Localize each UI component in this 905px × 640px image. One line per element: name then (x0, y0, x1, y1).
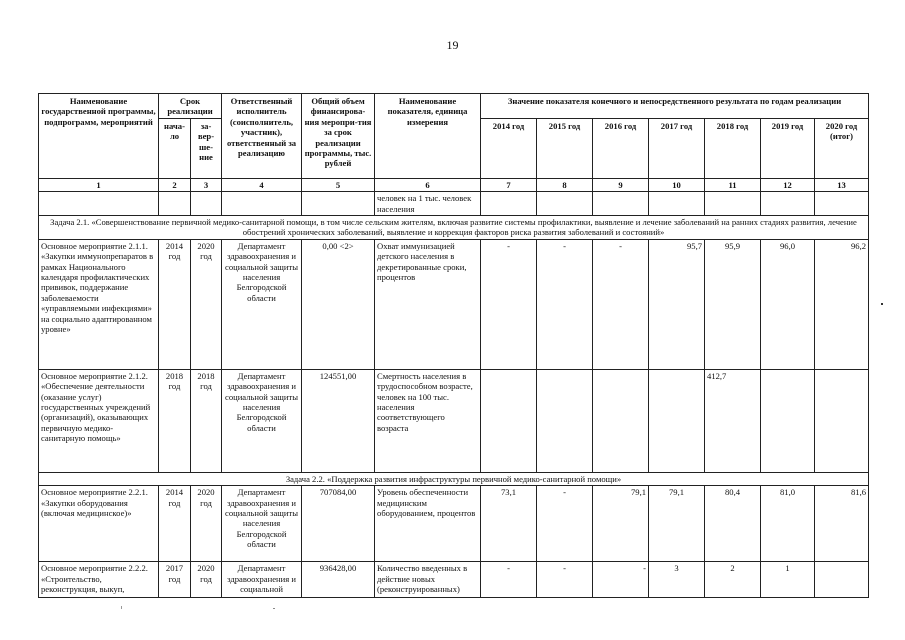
value-cell: 412,7 (705, 369, 761, 472)
value-cell: - (593, 562, 649, 598)
value-cell: 81,0 (761, 486, 815, 562)
value-cell: - (481, 562, 537, 598)
value-cell: - (537, 486, 593, 562)
value-cell: - (481, 239, 537, 369)
column-number: 2 (159, 178, 191, 191)
value-cell (649, 369, 705, 472)
page-number: 19 (446, 38, 459, 52)
header-start: нача-ло (159, 118, 191, 178)
table-row (39, 239, 869, 369)
value-cell: - (537, 239, 593, 369)
value-cell: 79,1 (649, 486, 705, 562)
column-number: 8 (537, 178, 593, 191)
column-number: 11 (705, 178, 761, 191)
start-year: 2014 год (159, 239, 191, 369)
header-year: 2014 год (481, 118, 537, 178)
executor-cell: Департамент здравоохранения и социальной защиты населения Белгородской области (222, 369, 302, 472)
task-heading: Задача 2.1. «Совершенствование первичной медико-санитарной помощи, в том числе сельским жителям, включая развитие системы профилактики, выявление и лечение заболеваний на ранних стадиях развития, лечение обострений хронических заболеваний, выявление и коррекция факторов риска развития заболеваний и состояний» (39, 216, 869, 240)
value-cell (481, 369, 537, 472)
value-cell: 2 (705, 562, 761, 598)
header-term: Срок реализации (159, 94, 222, 119)
header-end: за-вер-ше-ние (191, 118, 222, 178)
table-row (39, 562, 869, 598)
start-year: 2014 год (159, 486, 191, 562)
activity-name: Основное мероприятие 2.1.1. «Закупки иммунопрепаратов в рамках Национального календаря профилактических прививок, поддержание заболеваемости «управляемыми инфекциями» на социально адаптированном уровне» (39, 239, 159, 369)
value-cell: 80,4 (705, 486, 761, 562)
column-number: 12 (761, 178, 815, 191)
indicator-cell: Количество введенных в действие новых (реконструированных) (375, 562, 481, 598)
executor-cell: Департамент здравоохранения и социальной защиты населения Белгородской области (222, 486, 302, 562)
header-year: 2019 год (761, 118, 815, 178)
program-table (38, 93, 869, 598)
column-number: 6 (375, 178, 481, 191)
value-cell (761, 369, 815, 472)
executor-cell: Департамент здравоохранения и социальной защиты населения Белгородской области (222, 239, 302, 369)
value-cell: - (537, 562, 593, 598)
funding-cell: 707084,00 (302, 486, 375, 562)
header-year: 2020 год (итог) (815, 118, 869, 178)
end-year: 2020 год (191, 562, 222, 598)
value-cell: 81,6 (815, 486, 869, 562)
value-cell: - (593, 239, 649, 369)
indicator-cell: Охват иммунизацией детского населения в декретированные сроки, процентов (375, 239, 481, 369)
header-funding: Общий объем финансирова-ния меропри-тия за срок реализации программы, тыс. рублей (302, 94, 375, 179)
value-cell: 96,0 (761, 239, 815, 369)
value-cell: 95,9 (705, 239, 761, 369)
scan-speck (881, 303, 883, 305)
column-number: 5 (302, 178, 375, 191)
executor-cell: Департамент здравоохранения и социальной (222, 562, 302, 598)
header-indicator: Наименование показателя, единица измерения (375, 94, 481, 179)
end-year: 2020 год (191, 239, 222, 369)
column-number: 13 (815, 178, 869, 191)
funding-cell: 0,00 <2> (302, 239, 375, 369)
indicator-cell: Смертность населения в трудоспособном возрасте, человек на 100 тыс. населения соответствующего возраста (375, 369, 481, 472)
header-year: 2018 год (705, 118, 761, 178)
indicator-cell: человек на 1 тыс. человек населения (375, 192, 481, 216)
value-cell: 73,1 (481, 486, 537, 562)
task-heading: Задача 2.2. «Поддержка развития инфраструктуры первичной медико-санитарной помощи» (39, 472, 869, 485)
scan-speck (121, 606, 122, 609)
end-year: 2018 год (191, 369, 222, 472)
value-cell: 96,2 (815, 239, 869, 369)
start-year: 2018 год (159, 369, 191, 472)
indicator-cell: Уровень обеспеченности медицинским оборудованием, процентов (375, 486, 481, 562)
header-executor: Ответственный исполнитель (соисполнитель, участник), ответственный за реализацию (222, 94, 302, 179)
table-row (39, 486, 869, 562)
start-year: 2017 год (159, 562, 191, 598)
funding-cell: 936428,00 (302, 562, 375, 598)
value-cell (815, 369, 869, 472)
value-cell: 1 (761, 562, 815, 598)
column-number: 1 (39, 178, 159, 191)
value-cell: 95,7 (649, 239, 705, 369)
value-cell: 79,1 (593, 486, 649, 562)
scan-speck (273, 608, 275, 609)
column-numbers-row (39, 178, 869, 191)
column-number: 3 (191, 178, 222, 191)
header-year: 2015 год (537, 118, 593, 178)
activity-name: Основное мероприятие 2.1.2. «Обеспечение деятельности (оказание услуг) государственных учреждений (организаций), оказывающих первичную медико-санитарную помощь» (39, 369, 159, 472)
value-cell (537, 369, 593, 472)
activity-name: Основное мероприятие 2.2.2. «Строительство, реконструкция, выкуп, (39, 562, 159, 598)
header-year: 2017 год (649, 118, 705, 178)
column-number: 9 (593, 178, 649, 191)
column-number: 4 (222, 178, 302, 191)
column-number: 10 (649, 178, 705, 191)
end-year: 2020 год (191, 486, 222, 562)
header-name: Наименование государственной программы, подпрограмм, мероприятий (39, 94, 159, 179)
table-row (39, 192, 869, 216)
value-cell (593, 369, 649, 472)
activity-name: Основное мероприятие 2.2.1. «Закупки оборудования (включая медицинское)» (39, 486, 159, 562)
value-cell (815, 562, 869, 598)
table-row (39, 369, 869, 472)
value-cell: 3 (649, 562, 705, 598)
funding-cell: 124551,00 (302, 369, 375, 472)
header-values-title: Значение показателя конечного и непосредственного результата по годам реализации (481, 94, 869, 119)
column-number: 7 (481, 178, 537, 191)
header-year: 2016 год (593, 118, 649, 178)
